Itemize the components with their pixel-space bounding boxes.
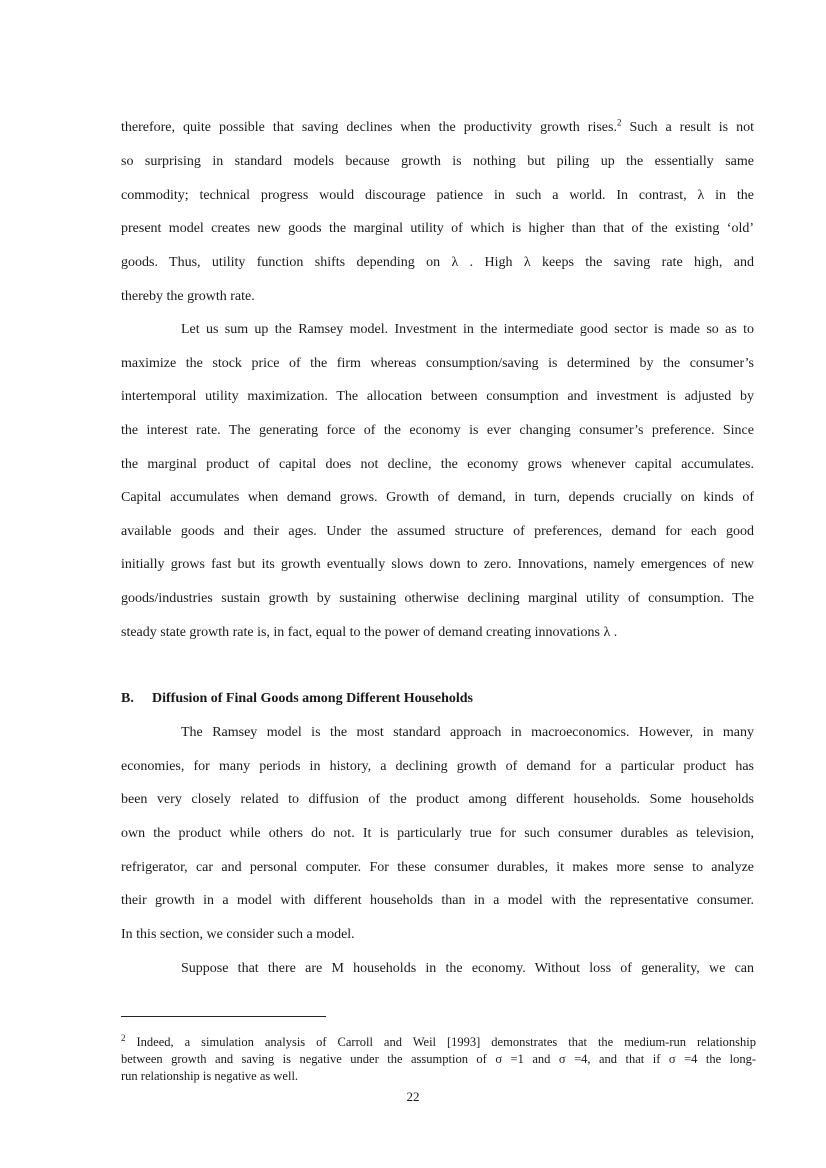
footnote-divider — [121, 1016, 326, 1017]
text-line: Capital accumulates when demand grows. Growth of demand, in turn, depends crucially on kinds of — [121, 490, 754, 505]
section-number: B. — [121, 691, 134, 706]
footnote-ref: 2 — [616, 117, 622, 128]
text-line: their growth in a model with different households than in a model with the representative consumer. — [121, 893, 754, 908]
text-line: the marginal product of capital does not decline, the economy grows whenever capital accumulates. — [121, 457, 754, 472]
section-heading — [121, 690, 473, 708]
text-line: goods/industries sustain growth by sustaining otherwise declining marginal utility of consumption. The — [121, 591, 754, 606]
text-line: therefore, quite possible that saving declines when the productivity growth rises.$^2$ Such a result is not — [121, 117, 754, 135]
text-line: present model creates new goods the marginal utility of which is higher than that of the existing ‘old’ — [121, 221, 754, 236]
footnote-line: between growth and saving is negative under the assumption of σ =1 and σ =4, and that if σ =4 the long- — [121, 1052, 756, 1066]
text-line: so surprising in standard models because growth is nothing but piling up the essentially same — [121, 154, 754, 169]
text-line: economies, for many periods in history, a declining growth of demand for a particular product has — [121, 759, 754, 774]
footnote-marker: 2 — [121, 1032, 126, 1043]
text-line: intertemporal utility maximization. The allocation between consumption and investment is adjusted by — [121, 389, 754, 404]
footnote-line: run relationship is negative as well. — [121, 1069, 299, 1083]
text-line: the interest rate. The generating force of the economy is ever changing consumer’s preference. Since — [121, 423, 754, 438]
section-title: Diffusion of Final Goods among Different Households — [152, 691, 473, 706]
text-line: In this section, we consider such a model. — [121, 927, 355, 942]
text-line: maximize the stock price of the firm whereas consumption/saving is determined by the consumer’s — [121, 356, 754, 371]
text-line: refrigerator, car and personal computer. For these consumer durables, it makes more sense to analyze — [121, 860, 754, 875]
text-line: goods. Thus, utility function shifts depending on λ . High λ keeps the saving rate high, and — [121, 255, 754, 270]
footnote-line: $^2$ Indeed, a simulation analysis of Carroll and Weil [1993] demonstrates that the medium-run relationship — [121, 1032, 757, 1049]
text-line: Suppose that there are M households in the economy. Without loss of generality, we can — [181, 961, 754, 976]
text-line: thereby the growth rate. — [121, 289, 255, 304]
page-number: 22 — [406, 1089, 420, 1104]
text-line: own the product while others do not. It is particularly true for such consumer durables as television, — [121, 826, 754, 841]
text-line: been very closely related to diffusion of the product among different households. Some households — [121, 792, 754, 807]
text-line: available goods and their ages. Under the assumed structure of preferences, demand for each good — [121, 524, 754, 539]
text-line: The Ramsey model is the most standard approach in macroeconomics. However, in many — [181, 725, 754, 740]
text-line: commodity; technical progress would discourage patience in such a world. In contrast, λ in the — [121, 188, 754, 203]
text-line: initially grows fast but its growth eventually slows down to zero. Innovations, namely emergences of new — [121, 557, 754, 572]
text-line: steady state growth rate is, in fact, equal to the power of demand creating innovations λ . — [121, 625, 618, 640]
text-line: Let us sum up the Ramsey model. Investment in the intermediate good sector is made so as to — [181, 322, 754, 337]
